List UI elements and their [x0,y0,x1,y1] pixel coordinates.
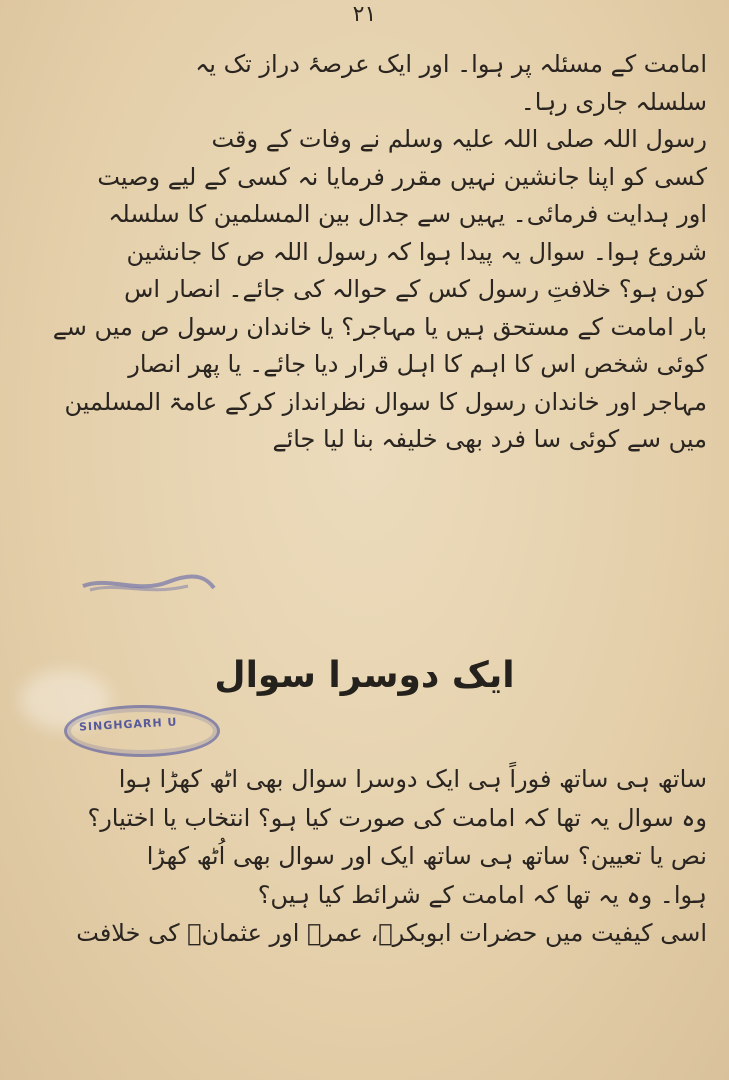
text-line: وہ سوال یہ تھا کہ امامت کی صورت کیا ہو؟ انتخاب یا اختیار؟ [87,803,707,832]
text-line: کسی کو اپنا جانشین نہیں مقرر فرمایا نہ کسی کے لیے وصیت [97,162,707,191]
text-line: بار امامت کے مستحق ہیں یا مہاجر؟ یا خاندان رسول ص میں سے [52,312,707,341]
text-line: اسی کیفیت میں حضرات ابوبکرؓ، عمرؓ اور عثمانؓ کی خلافت [76,919,707,947]
ink-scribble-mark [78,568,218,598]
text-line: ساتھ ہی ساتھ فوراً ہی ایک دوسرا سوال بھی اٹھ کھڑا ہوا [118,765,707,793]
stamp-text: SINGHGARH U [78,715,178,734]
text-line: امامت کے مسئلہ پر ہوا۔ اور ایک عرصۂ دراز تک یہ [195,50,707,78]
paragraph-1 [52,46,707,459]
section-heading: ایک دوسرا سوال [214,655,515,696]
text-line: رسول اللہ صلی اللہ علیہ وسلم نے وفات کے وقت [211,125,707,153]
text-line: کون ہو؟ خلافتِ رسول کس کے حوالہ کی جائے۔ انصار اس [124,275,707,303]
text-line: اور ہدایت فرمائی۔ یہیں سے جدال بین المسلمین کا سلسلہ [108,200,707,228]
text-line: کوئی شخص اس کا اہم کا اہل قرار دیا جائے۔ یا پھر انصار [128,350,707,378]
paragraph-2 [56,760,707,953]
text-line: میں سے کوئی سا فرد بھی خلیفہ بنا لیا جائے [272,425,707,453]
text-line: سلسلہ جاری رہا۔ [520,87,707,116]
text-line: ہوا۔ وہ یہ تھا کہ امامت کے شرائط کیا ہیں؟ [257,880,707,909]
text-line: شروع ہوا۔ سوال یہ پیدا ہوا کہ رسول اللہ ص کا جانشین [126,237,707,266]
text-line: مہاجر اور خاندان رسول کا سوال نظرانداز کرکے عامۃ المسلمین [64,387,707,416]
page-number: ۲۱ [352,2,377,27]
text-line: نص یا تعیین؟ ساتھ ہی ساتھ ایک اور سوال بھی اُٹھ کھڑا [146,842,707,870]
library-stamp [64,705,220,757]
